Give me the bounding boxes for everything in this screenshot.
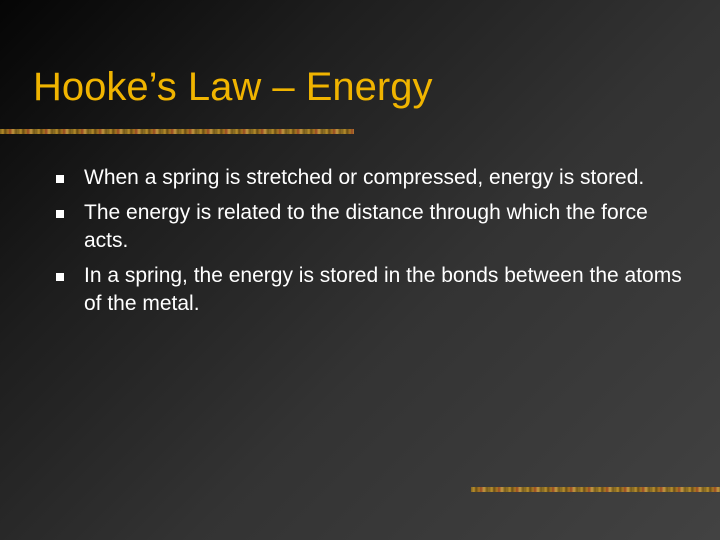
bullet-text: When a spring is stretched or compressed, energy is stored. (84, 166, 645, 189)
slide-title: Hooke’s Law – Energy (33, 65, 433, 109)
bullet-text: The energy is related to the distance through which the force acts. (84, 200, 648, 252)
title-divider-rule (0, 129, 354, 134)
bullet-item (56, 199, 696, 256)
bullet-text: In a spring, the energy is stored in the bonds between the atoms of the metal. (84, 263, 682, 315)
bullet-item (56, 262, 696, 319)
square-bullet-icon (56, 273, 64, 281)
footer-divider-rule (471, 487, 720, 492)
bullet-item (56, 164, 696, 193)
bullet-list (56, 164, 696, 325)
square-bullet-icon (56, 175, 64, 183)
square-bullet-icon (56, 210, 64, 218)
